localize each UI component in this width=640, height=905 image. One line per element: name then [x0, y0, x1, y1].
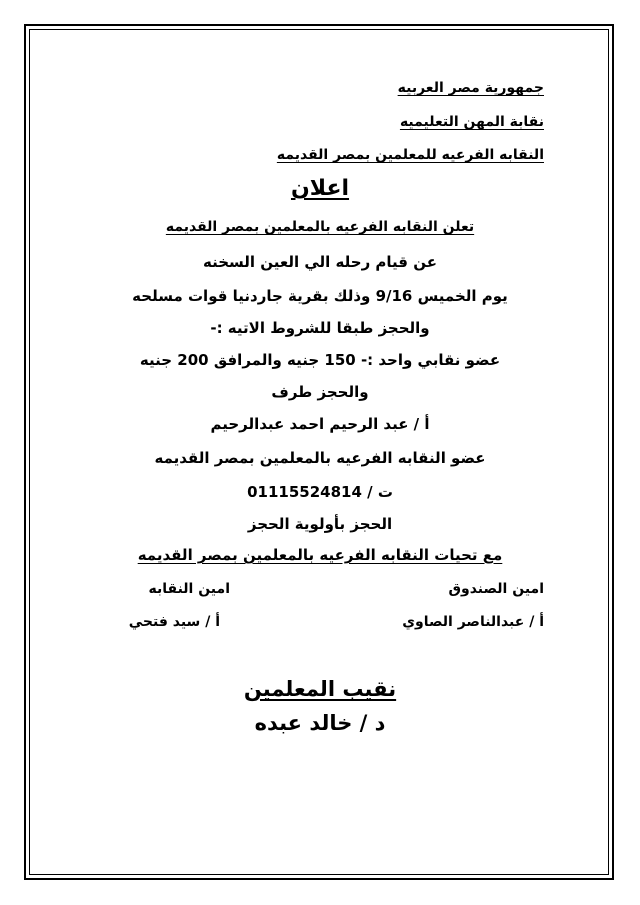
contact-phone: ت / 01115524814 — [247, 483, 393, 501]
union-head-title: نقيب المعلمين — [243, 677, 397, 701]
treasurer-title: امين الصندوق — [448, 581, 544, 597]
contact-name: أ / عبد الرحيم احمد عبدالرحيم — [210, 415, 430, 433]
trip-date: يوم الخميس 9/16 وذلك بقرية جاردنيا قوات مسلحه — [132, 287, 508, 305]
header-union: نقابة المهن التعليميه — [399, 114, 544, 130]
secretary-title: امين النقابه — [148, 581, 230, 597]
booking-priority: الحجز بأولوية الحجز — [247, 515, 393, 533]
secretary-name: أ / سيد فتحي — [128, 614, 220, 630]
greetings-line: مع تحيات النقابه الفرعيه بالمعلمين بمصر القديمه — [137, 546, 503, 564]
union-head-name: د / خالد عبده — [254, 711, 386, 735]
booking-with: والحجز طرف — [271, 383, 369, 401]
announcement-intro: تعلن النقابه الفرعيه بالمعلمين بمصر القديمه — [165, 219, 475, 235]
booking-conditions: والحجز طبقا للشروط الاتيه :- — [210, 319, 430, 337]
trip-price: عضو نقابي واحد :- 150 جنيه والمرافق 200 جنيه — [139, 351, 501, 369]
announcement-title: اعلان — [290, 176, 350, 201]
header-branch: النقابه الفرعيه للمعلمين بمصر القديمه — [276, 147, 544, 163]
contact-role: عضو النقابه الفرعيه بالمعلمين بمصر القديمه — [154, 449, 486, 467]
trip-destination: عن قيام رحله الي العين السخنه — [203, 253, 437, 271]
header-country: جمهورية مصر العربيه — [397, 80, 544, 96]
treasurer-name: أ / عبدالناصر الصاوي — [402, 614, 544, 630]
